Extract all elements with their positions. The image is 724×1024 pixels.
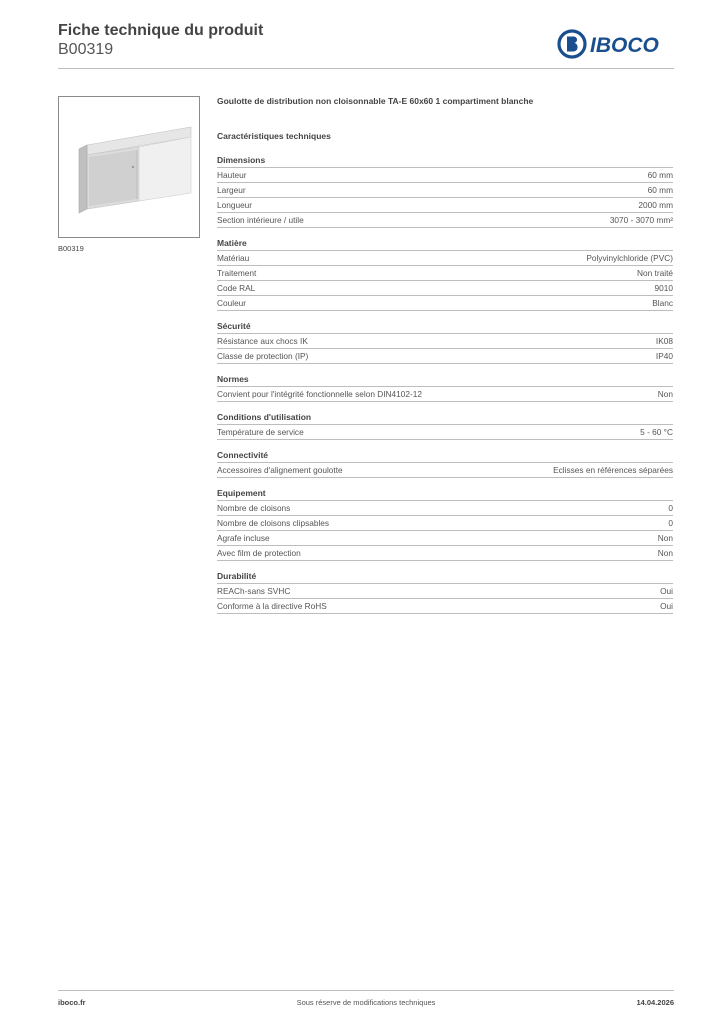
spec-label: Température de service — [217, 427, 304, 437]
spec-value: Non — [657, 548, 673, 558]
spec-value: 3070 - 3070 mm² — [609, 215, 673, 225]
spec-value: Non traité — [637, 268, 673, 278]
spec-row — [217, 530, 673, 545]
spec-row — [217, 280, 673, 295]
spec-value: 0 — [668, 518, 673, 528]
spec-row — [217, 583, 673, 598]
spec-label: Convient pour l'intégrité fonctionnelle selon DIN4102-12 — [217, 389, 422, 399]
spec-value: Oui — [660, 586, 673, 596]
spec-value: Non — [657, 533, 673, 543]
section-rows — [217, 462, 673, 478]
spec-row — [217, 182, 673, 197]
spec-section — [217, 570, 673, 614]
spec-row — [217, 265, 673, 280]
product-name: Goulotte de distribution non cloisonnable TA-E 60x60 1 compartiment blanche — [217, 96, 534, 106]
section-rows — [217, 424, 673, 440]
spec-value: 9010 — [654, 283, 673, 293]
spec-section — [217, 487, 673, 561]
section-title: Dimensions — [217, 155, 266, 165]
section-rows — [217, 333, 673, 364]
spec-label: Nombre de cloisons clipsables — [217, 518, 330, 528]
spec-label: Agrafe incluse — [217, 533, 270, 543]
spec-label: Hauteur — [217, 170, 247, 180]
spec-row — [217, 515, 673, 530]
footer-notice: Sous réserve de modifications techniques — [296, 998, 436, 1007]
spec-value: 2000 mm — [638, 200, 673, 210]
spec-label: Largeur — [217, 185, 246, 195]
section-title: Conditions d'utilisation — [217, 412, 312, 422]
spec-row — [217, 250, 673, 265]
spec-row — [217, 348, 673, 364]
spec-value: Eclisses en références séparées — [553, 465, 673, 475]
spec-row — [217, 295, 673, 311]
spec-row — [217, 500, 673, 515]
spec-section — [217, 320, 673, 364]
product-code: B00319 — [58, 41, 114, 58]
spec-value: 0 — [668, 503, 673, 513]
spec-label: Classe de protection (IP) — [217, 351, 309, 361]
section-rows — [217, 250, 673, 311]
section-title: Equipement — [217, 488, 266, 498]
spec-value: 60 mm — [647, 185, 673, 195]
section-title: Durabilité — [217, 571, 257, 581]
spec-label: Accessoires d'alignement goulotte — [217, 465, 343, 475]
spec-section — [217, 411, 673, 440]
spec-value: Blanc — [652, 298, 673, 308]
spec-value: IP40 — [655, 351, 673, 361]
product-image — [58, 96, 200, 238]
spec-value: Polyvinylchloride (PVC) — [586, 253, 673, 263]
footer-website: iboco.fr — [58, 998, 86, 1007]
section-title: Matière — [217, 238, 247, 248]
spec-value: Oui — [660, 601, 673, 611]
section-title: Normes — [217, 374, 249, 384]
header-divider — [58, 68, 674, 69]
spec-label: Couleur — [217, 298, 247, 308]
section-rows — [217, 167, 673, 228]
spec-value: Non — [657, 389, 673, 399]
iboco-logo — [557, 29, 673, 59]
spec-label: Section intérieure / utile — [217, 215, 304, 225]
spec-row — [217, 386, 673, 402]
spec-label: REACh-sans SVHC — [217, 586, 291, 596]
spec-label: Longueur — [217, 200, 253, 210]
footer-divider — [58, 990, 674, 991]
page-header — [58, 22, 263, 60]
section-rows — [217, 386, 673, 402]
spec-content — [217, 95, 673, 623]
document-title: Fiche technique du produit — [58, 22, 264, 39]
spec-label: Résistance aux chocs IK — [217, 336, 308, 346]
section-rows — [217, 583, 673, 614]
spec-section — [217, 449, 673, 478]
spec-value: IK08 — [655, 336, 673, 346]
logo-wordmark: IBOCO — [590, 34, 659, 57]
spec-sections — [217, 154, 673, 614]
spec-label: Avec film de protection — [217, 548, 301, 558]
spec-value: 60 mm — [647, 170, 673, 180]
footer-date: 14.04.2026 — [636, 998, 674, 1007]
spec-row — [217, 462, 673, 478]
section-rows — [217, 500, 673, 561]
spec-section — [217, 373, 673, 402]
spec-section — [217, 237, 673, 311]
spec-label: Code RAL — [217, 283, 256, 293]
spec-row — [217, 424, 673, 440]
spec-row — [217, 197, 673, 212]
spec-label: Matériau — [217, 253, 250, 263]
spec-row — [217, 167, 673, 182]
section-title: Connectivité — [217, 450, 269, 460]
spec-row — [217, 598, 673, 614]
spec-section — [217, 154, 673, 228]
image-caption: B00319 — [58, 244, 84, 253]
specs-heading: Caractéristiques techniques — [217, 131, 331, 141]
section-title: Sécurité — [217, 321, 251, 331]
spec-row — [217, 545, 673, 561]
spec-value: 5 - 60 °C — [640, 427, 673, 437]
spec-label: Conforme à la directive RoHS — [217, 601, 327, 611]
spec-label: Traitement — [217, 268, 257, 278]
spec-row — [217, 333, 673, 348]
spec-row — [217, 212, 673, 228]
cable-duct-icon — [59, 97, 199, 237]
spec-label: Nombre de cloisons — [217, 503, 291, 513]
